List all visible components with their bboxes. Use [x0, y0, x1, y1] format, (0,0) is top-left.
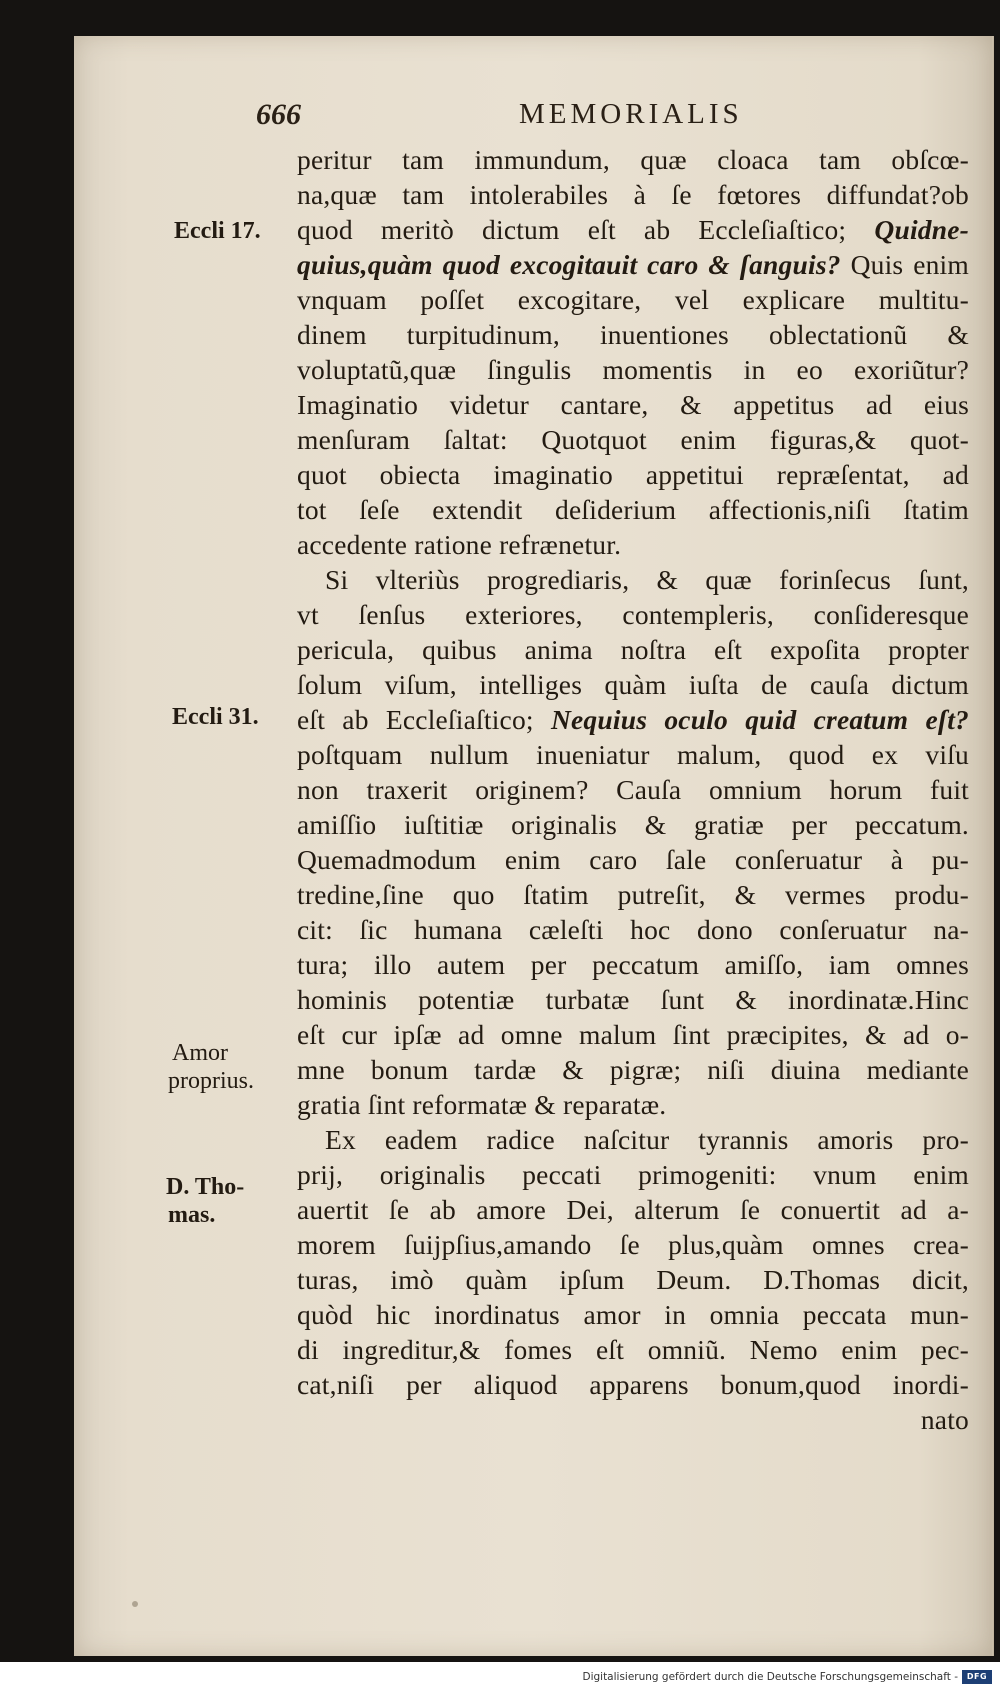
- text-line: quòd hic inordinatus amor in omnia peccata mun-: [297, 1299, 969, 1330]
- text-line: pericula, quibus anima noſtra eſt expoſita propter: [297, 634, 969, 665]
- text-line: Quemadmodum enim caro ſale conſeruatur à pu-: [297, 844, 969, 875]
- page-number: 666: [256, 98, 301, 131]
- margin-note-d-thomas: D. Tho-: [166, 1174, 245, 1200]
- text-line: dinem turpitudinum, inuentiones oblectationũ &: [297, 319, 969, 350]
- text-line: amiſſio iuſtitiæ originalis & gratiæ per peccatum.: [297, 809, 969, 840]
- text-line: auertit ſe ab amore Dei, alterum ſe conuertit ad a-: [297, 1194, 969, 1225]
- text-line: quot obiecta imaginatio appetitui repræſentat, ad: [297, 459, 969, 490]
- text-line: voluptatũ,quæ ſingulis momentis in eo exoriũtur?: [297, 354, 969, 385]
- ink-spot: [132, 1601, 138, 1607]
- text-line: eſt cur ipſæ ad omne malum ſint præcipites, & ad o-: [297, 1019, 969, 1050]
- text-line: cat,niſi per aliquod apparens bonum,quod inordi-: [297, 1369, 969, 1400]
- scripture-quote: quius,quàm quod excogitauit caro & ſanguis?: [297, 249, 841, 280]
- text-line: na,quæ tam intolerabiles à ſe fœtores diffundat?ob: [297, 179, 969, 210]
- margin-note-proprius: proprius.: [168, 1068, 254, 1094]
- book-page: [74, 36, 992, 1656]
- text-line: Ex eadem radice naſcitur tyrannis amoris pro-: [325, 1124, 969, 1155]
- margin-note-eccli-31: Eccli 31.: [172, 704, 259, 730]
- line-segment: eſt ab Eccleſiaſtico;: [297, 704, 551, 735]
- margin-note-eccli-17: Eccli 17.: [174, 218, 261, 244]
- margin-note-mas: mas.: [168, 1202, 216, 1228]
- footer-credit: Digitalisierung gefördert durch die Deutsche Forschungsgemeinschaft -: [582, 1671, 958, 1683]
- text-line: poſtquam nullum inueniatur malum, quod ex viſu: [297, 739, 969, 770]
- text-line: gratia ſint reformatæ & reparatæ.: [297, 1089, 667, 1120]
- line-segment: quod meritò dictum eſt ab Eccleſiaſtico;: [297, 214, 875, 245]
- text-line: cit: ſic humana cæleſti hoc dono conſeruatur na-: [297, 914, 969, 945]
- scripture-quote: Nequius oculo quid creatum eſt?: [550, 704, 970, 735]
- text-line: morem ſuijpſius,amando ſe plus,quàm omnes crea-: [297, 1229, 969, 1260]
- text-line: [297, 212, 969, 247]
- text-line: hominis potentiæ turbatæ ſunt & inordinatæ.Hinc: [297, 984, 969, 1015]
- margin-note-amor: Amor: [172, 1040, 228, 1066]
- text-line: prij, originalis peccati primogeniti: vnum enim: [297, 1159, 969, 1190]
- text-line: Imaginatio videtur cantare, & appetitus ad eius: [297, 389, 969, 420]
- text-line: Si vlteriùs progrediaris, & quæ forinſecus ſunt,: [325, 564, 969, 595]
- dfg-logo: DFG: [962, 1670, 992, 1684]
- running-head: [74, 98, 992, 142]
- running-title: MEMORIALIS: [519, 98, 743, 130]
- body-text: [297, 142, 969, 1437]
- text-line: non traxerit originem? Cauſa omnium horum fuit: [297, 774, 969, 805]
- catchword: nato: [920, 1404, 969, 1435]
- text-line: di ingreditur,& fomes eſt omniũ. Nemo enim pec-: [297, 1334, 969, 1365]
- text-line: [297, 247, 969, 282]
- text-line: ſolum viſum, intelliges quàm iuſta de cauſa dictum: [297, 669, 969, 700]
- text-line: peritur tam immundum, quæ cloaca tam obſcœ-: [297, 144, 969, 175]
- line-segment: Quis enim: [840, 249, 969, 280]
- text-line: tredine,ſine quo ſtatim putreſit, & vermes produ-: [297, 879, 969, 910]
- text-line: tura; illo autem per peccatum amiſſo, iam omnes: [297, 949, 969, 980]
- text-line: accedente ratione refrænetur.: [297, 529, 622, 560]
- text-line: mne bonum tardæ & pigræ; niſi diuina mediante: [297, 1054, 969, 1085]
- text-line: vt ſenſus exteriores, contempleris, conſideresque: [297, 599, 969, 630]
- text-line: tot ſeſe extendit deſiderium affectionis,niſi ſtatim: [297, 494, 969, 525]
- text-line: turas, imò quàm ipſum Deum. D.Thomas dicit,: [297, 1264, 969, 1295]
- scripture-quote: Quidne-: [874, 214, 969, 245]
- text-line: [297, 702, 969, 737]
- text-line: menſuram ſaltat: Quotquot enim figuras,& quot-: [297, 424, 969, 455]
- digitization-footer: [0, 1662, 1000, 1695]
- text-line: vnquam poſſet excogitare, vel explicare multitu-: [297, 284, 969, 315]
